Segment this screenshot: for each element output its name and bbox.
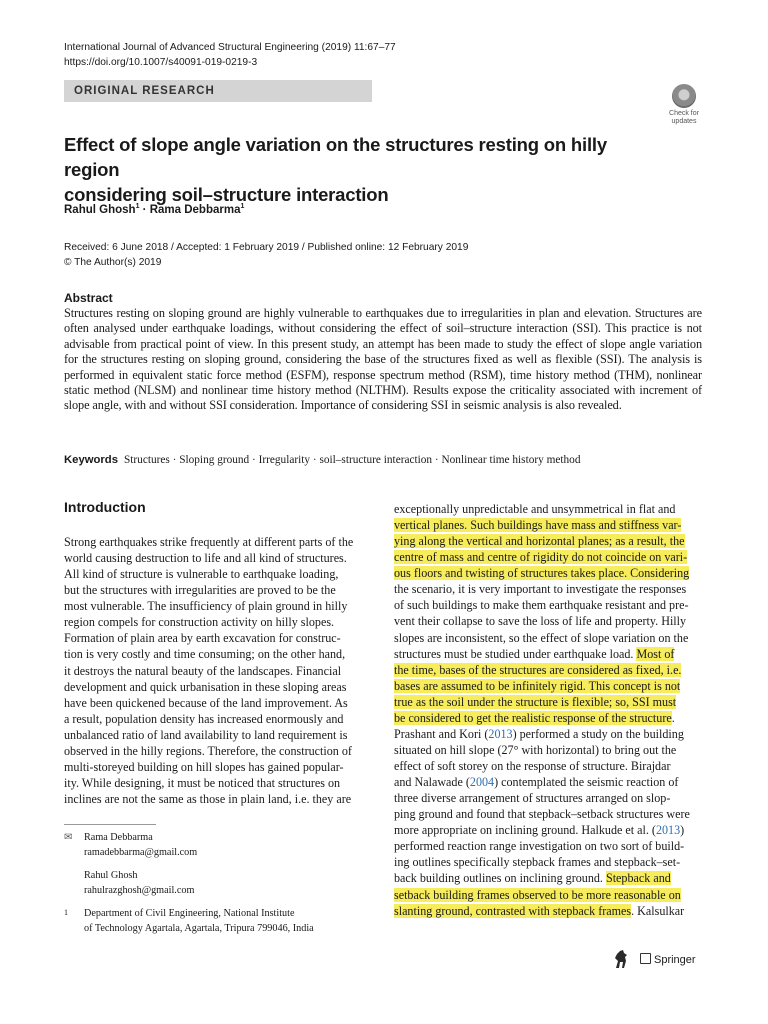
keywords-label: Keywords: [64, 454, 118, 466]
highlight[interactable]: centre of mass and centre of rigidity do not coincide on vari-: [394, 550, 688, 565]
text-line: [394, 774, 704, 790]
highlight[interactable]: ous floors and twisting of structures takes place. Considering: [394, 566, 690, 581]
highlight[interactable]: Most of: [636, 646, 675, 661]
citation-link[interactable]: 2004: [469, 775, 495, 790]
text-line: three diverse arrangement of structures arranged on slop-: [394, 791, 671, 806]
citation-link[interactable]: 2013: [488, 726, 513, 741]
text-line: [394, 517, 704, 533]
highlight[interactable]: slanting ground, contrasted with stepback frames: [394, 903, 632, 918]
text-line: situated on hill slope (27° with horizontal) to bring out the: [394, 742, 677, 757]
text-line: vent their collapse to save the loss of life and property. Hilly: [394, 614, 687, 629]
article-type-badge: ORIGINAL RESEARCH: [64, 80, 372, 102]
check-updates-line1: Check for: [669, 110, 699, 117]
author-list: [64, 203, 244, 216]
text-line: [394, 533, 704, 549]
highlight[interactable]: vertical planes. Such buildings have mass and stiffness var-: [394, 518, 682, 533]
citation-link[interactable]: 2013: [655, 823, 681, 838]
author-separator: ·: [139, 203, 150, 216]
text-line: it destroys the natural beauty of the landscapes. Financial: [64, 663, 342, 678]
affiliation-marker: 1: [135, 203, 140, 210]
coauthor-email[interactable]: rahulrazghosh@gmail.com: [84, 884, 195, 896]
text-segment: structures must be studied under earthquake load.: [394, 646, 637, 661]
text-line: ping ground and found that stepback–setback structures were: [394, 807, 690, 822]
text-segment: and Nalawade (: [394, 775, 470, 790]
history-dates: Received: 6 June 2018 / Accepted: 1 February 2019 / Published online: 12 February 2019: [64, 242, 469, 253]
text-line: tion is very costly and time consuming; on the other hand,: [64, 647, 346, 662]
footnote-divider: [64, 824, 156, 825]
affiliation-line: Department of Civil Engineering, National Institute: [84, 908, 295, 919]
text-line: effect of soft storey on the response of structure. Birajdar: [394, 759, 671, 773]
check-for-updates-button[interactable]: [664, 84, 704, 126]
journal-header: [64, 40, 396, 70]
text-segment: .: [671, 710, 675, 725]
affiliation: [64, 907, 314, 936]
corr-author-name: Rama Debbarma: [84, 832, 153, 843]
text-line: [394, 887, 704, 903]
check-updates-icon: [672, 84, 696, 108]
text-line: but the structures with irregularities are proved to be the: [64, 583, 336, 598]
text-line: a result, population density has increased enormously and: [64, 711, 344, 726]
text-line: unbalanced ratio of land availability to land requirement is: [64, 727, 348, 742]
text-line: exceptionally unpredictable and unsymmetrical in flat and: [394, 502, 676, 516]
text-segment: back building outlines on inclining ground.: [394, 871, 606, 886]
text-line: multi-storeyed building on hill slopes has gained popular-: [64, 759, 344, 774]
check-updates-line2: updates: [671, 118, 697, 125]
text-segment: ) performed a study on the building: [512, 726, 684, 741]
affiliation-marker: 1: [240, 203, 245, 210]
corr-author-email[interactable]: ramadebbarma@gmail.com: [84, 846, 198, 858]
coauthor: [64, 869, 314, 898]
body-column-left: [64, 534, 374, 807]
text-line: world causing destruction to life and all kind of structures.: [64, 551, 347, 566]
highlight[interactable]: be considered to get the realistic response of the structure: [394, 710, 672, 725]
publication-history: [64, 240, 468, 270]
text-segment: ): [680, 823, 685, 838]
springer-wordmark: [640, 953, 696, 966]
text-line: performed reaction range investigation on two sort of build-: [394, 839, 685, 854]
text-line: [394, 726, 704, 742]
highlight[interactable]: ying along the vertical and horizontal planes; as a result, the: [394, 534, 685, 549]
affiliation-line: of Technology Agartala, Agartala, Tripura 799046, India: [84, 922, 314, 934]
text-line: inclines are not the same as those in plain land, i.e. they are: [64, 792, 352, 806]
text-line: Strong earthquakes strike frequently at different parts of the: [64, 535, 354, 549]
text-line: slopes are inconsistent, so the effect of slope variation on the: [394, 630, 689, 645]
text-segment: more appropriate on inclining ground. Halkude et al. (: [394, 823, 656, 838]
envelope-icon: ✉: [64, 832, 73, 843]
text-segment: Prashant and Kori (: [394, 726, 489, 741]
text-line: the scenario, it is very important to investigate the responses: [394, 582, 687, 597]
title-line: considering soil–structure interaction: [64, 184, 389, 205]
text-line: [394, 822, 704, 838]
text-line: ing outlines specifically stepback frames and stepback–set-: [394, 855, 681, 870]
journal-citation: International Journal of Advanced Structural Engineering (2019) 11:67–77: [64, 42, 396, 53]
keywords: [64, 454, 580, 466]
text-line: ity. While designing, it must be noticed that structures on: [64, 775, 341, 790]
text-line: [394, 710, 704, 726]
author-name[interactable]: Rahul Ghosh: [64, 203, 136, 216]
author-name[interactable]: Rama Debbarma: [149, 203, 241, 216]
text-line: All kind of structure is vulnerable to earthquake loading,: [64, 567, 339, 582]
publisher-name: Springer: [654, 953, 696, 966]
highlight[interactable]: setback building frames observed to be more reasonable on: [394, 887, 681, 902]
text-line: of such buildings to make them earthquake resistant and pre-: [394, 598, 689, 613]
paper-title: [64, 132, 664, 207]
highlight[interactable]: the time, bases of the structures are considered as fixed, i.e.: [394, 662, 682, 677]
keywords-list: Structures · Sloping ground · Irregularity · soil–structure interaction · Nonlinear time history method: [124, 454, 581, 466]
body-column-right: [394, 501, 704, 919]
abstract-text: Structures resting on sloping ground are highly vulnerable to earthquakes due to irregularities in plan and elevation. Structures are often analysed under earthquake loadings, without considering the effect of soil–structure interaction (SSI). This practice is not advisable from practical point of view. In this present study, an attempt has been made to study the effect of slope angle variation for the structures resting on sloping ground, considering the base of the structures fixed as well as flexible (SSI). The analysis is performed in equivalent static force method (ESFM), response spectrum method (RSM), time history method (THM), nonlinear static method (NLSM) and nonlinear time history method (NLTHM). Results expose the criticality associated with increment of slope angle, with and without SSI consideration. Importance of considering SSI in seismic analysis is also revealed.: [64, 306, 702, 413]
text-line: Formation of plain area by earth excavation for construc-: [64, 631, 341, 646]
text-line: [394, 903, 704, 919]
text-segment: ) contemplated the seismic reaction of: [494, 775, 679, 790]
abstract-heading: Abstract: [64, 291, 113, 305]
text-line: [394, 646, 704, 662]
doi-link[interactable]: https://doi.org/10.1007/s40091-019-0219-3: [64, 57, 258, 68]
title-line: Effect of slope angle variation on the structures resting on hilly region: [64, 134, 607, 180]
text-line: most vulnerable. The insufficiency of plain ground in hilly: [64, 599, 348, 614]
coauthor-name: Rahul Ghosh: [84, 870, 138, 881]
text-line: [394, 565, 704, 581]
copyright-line: © The Author(s) 2019: [64, 257, 162, 268]
text-line: [394, 662, 704, 678]
text-line: [394, 678, 704, 694]
corresponding-author: [64, 831, 314, 860]
text-segment: . Kalsulkar: [631, 903, 685, 918]
text-line: [394, 549, 704, 565]
section-heading-introduction: Introduction: [64, 499, 146, 515]
text-line: region compels for construction activity on hilly slopes.: [64, 615, 335, 630]
text-line: [394, 694, 704, 710]
highlight[interactable]: bases are assumed to be infinitely rigid. This concept is not: [394, 678, 681, 693]
affiliation-number: 1: [64, 908, 68, 917]
highlight[interactable]: true as the soil under the structure is flexible; so, SSI must: [394, 694, 677, 709]
footnotes: [64, 831, 314, 936]
highlight[interactable]: Stepback and: [605, 871, 671, 886]
text-line: observed in the hilly regions. Therefore, the construction of: [64, 743, 352, 758]
springer-horse-icon: [612, 948, 630, 970]
publisher-logo: [612, 948, 696, 970]
text-line: have been quickened because of the land improvement. As: [64, 695, 348, 710]
springer-book-icon: [640, 953, 651, 964]
text-line: development and quick urbanisation in these sloping areas: [64, 679, 347, 694]
text-line: [394, 870, 704, 886]
